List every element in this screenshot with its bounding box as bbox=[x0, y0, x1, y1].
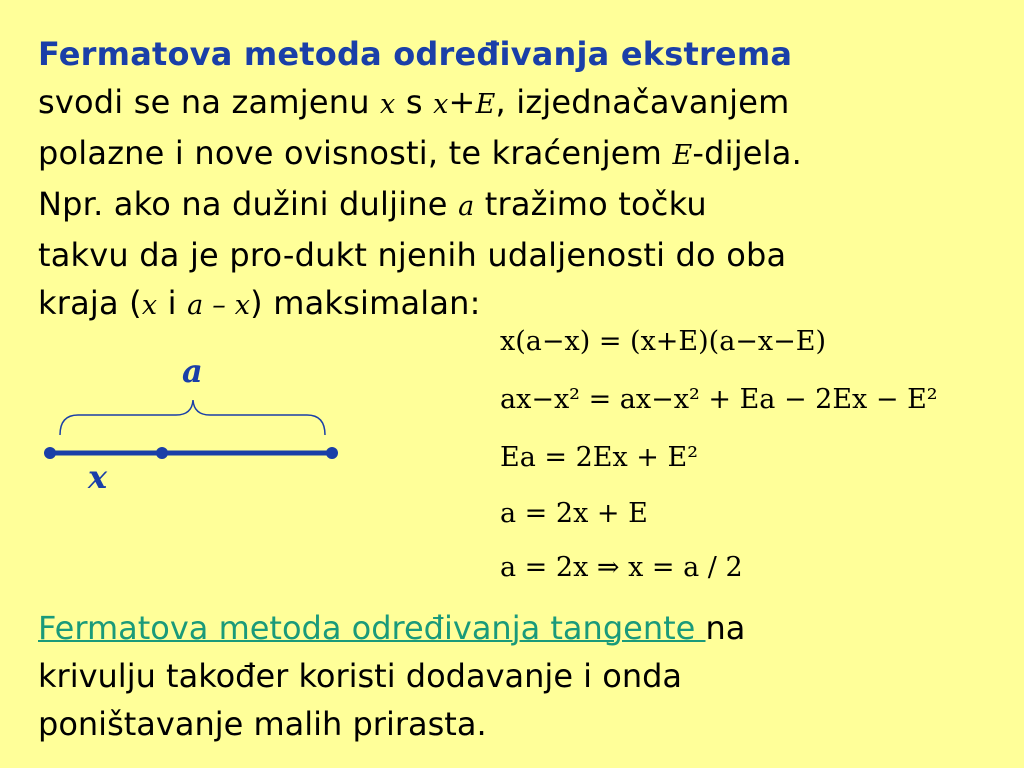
tangent-method-link[interactable]: Fermatova metoda određivanja tangente bbox=[38, 609, 706, 647]
text-span: tražimo točku bbox=[474, 185, 707, 223]
segment-endpoint-left bbox=[44, 447, 56, 459]
text-span: -dijela. bbox=[692, 134, 802, 172]
segment-endpoint-right bbox=[326, 447, 338, 459]
intro-line-6 bbox=[38, 279, 998, 330]
var-e: E bbox=[475, 89, 496, 120]
var-x: x bbox=[234, 290, 251, 321]
text-span: i bbox=[157, 284, 188, 322]
diagram-label-a: a bbox=[182, 352, 203, 390]
segment-point-x bbox=[156, 447, 168, 459]
intro-line-5: takvu da je pro-dukt njenih udaljenosti do oba bbox=[38, 236, 787, 274]
equation-3: Ea = 2Ex + E² bbox=[500, 442, 699, 473]
intro-line-2 bbox=[38, 78, 998, 129]
var-x: x bbox=[141, 290, 158, 321]
equation-1: x(a−x) = (x+E)(a−x−E) bbox=[500, 326, 827, 357]
plus-sign: + bbox=[448, 83, 476, 121]
text-span: polazne i nove ovisnosti, te kraćenjem bbox=[38, 134, 673, 172]
equation-2: ax−x² = ax−x² + Ea − 2Ex − E² bbox=[500, 384, 938, 415]
text-span: , izjednačavanjem bbox=[495, 83, 790, 121]
var-a: a bbox=[187, 290, 204, 321]
text-span: svodi se na zamjenu bbox=[38, 83, 381, 121]
text-span: kraja ( bbox=[38, 284, 142, 322]
equation-5: a = 2x ⇒ x = a / 2 bbox=[500, 552, 743, 583]
intro-line-1 bbox=[38, 30, 998, 78]
intro-line-4 bbox=[38, 180, 998, 231]
equation-4: a = 2x + E bbox=[500, 498, 648, 529]
text-span: na bbox=[705, 609, 746, 647]
bottom-paragraph bbox=[38, 604, 998, 748]
intro-paragraph bbox=[38, 30, 998, 330]
var-x: x bbox=[433, 89, 449, 120]
bottom-line-1 bbox=[38, 604, 998, 652]
bottom-line-3: poništavanje malih prirasta. bbox=[38, 705, 487, 743]
var-e: E bbox=[672, 140, 693, 171]
diagram-label-x: x bbox=[88, 458, 108, 496]
bottom-line-2: krivulju također koristi dodavanje i onda bbox=[38, 657, 683, 695]
text-span: Npr. ako na dužini duljine bbox=[38, 185, 459, 223]
var-x: x bbox=[380, 89, 396, 120]
text-span: s bbox=[395, 83, 434, 121]
section-title: Fermatova metoda određivanja ekstrema bbox=[38, 35, 793, 73]
text-span: ) maksimalan: bbox=[250, 284, 481, 322]
minus-sign: – bbox=[203, 290, 235, 321]
var-a: a bbox=[458, 191, 475, 222]
intro-line-3 bbox=[38, 129, 998, 180]
segment-brace bbox=[60, 400, 325, 435]
